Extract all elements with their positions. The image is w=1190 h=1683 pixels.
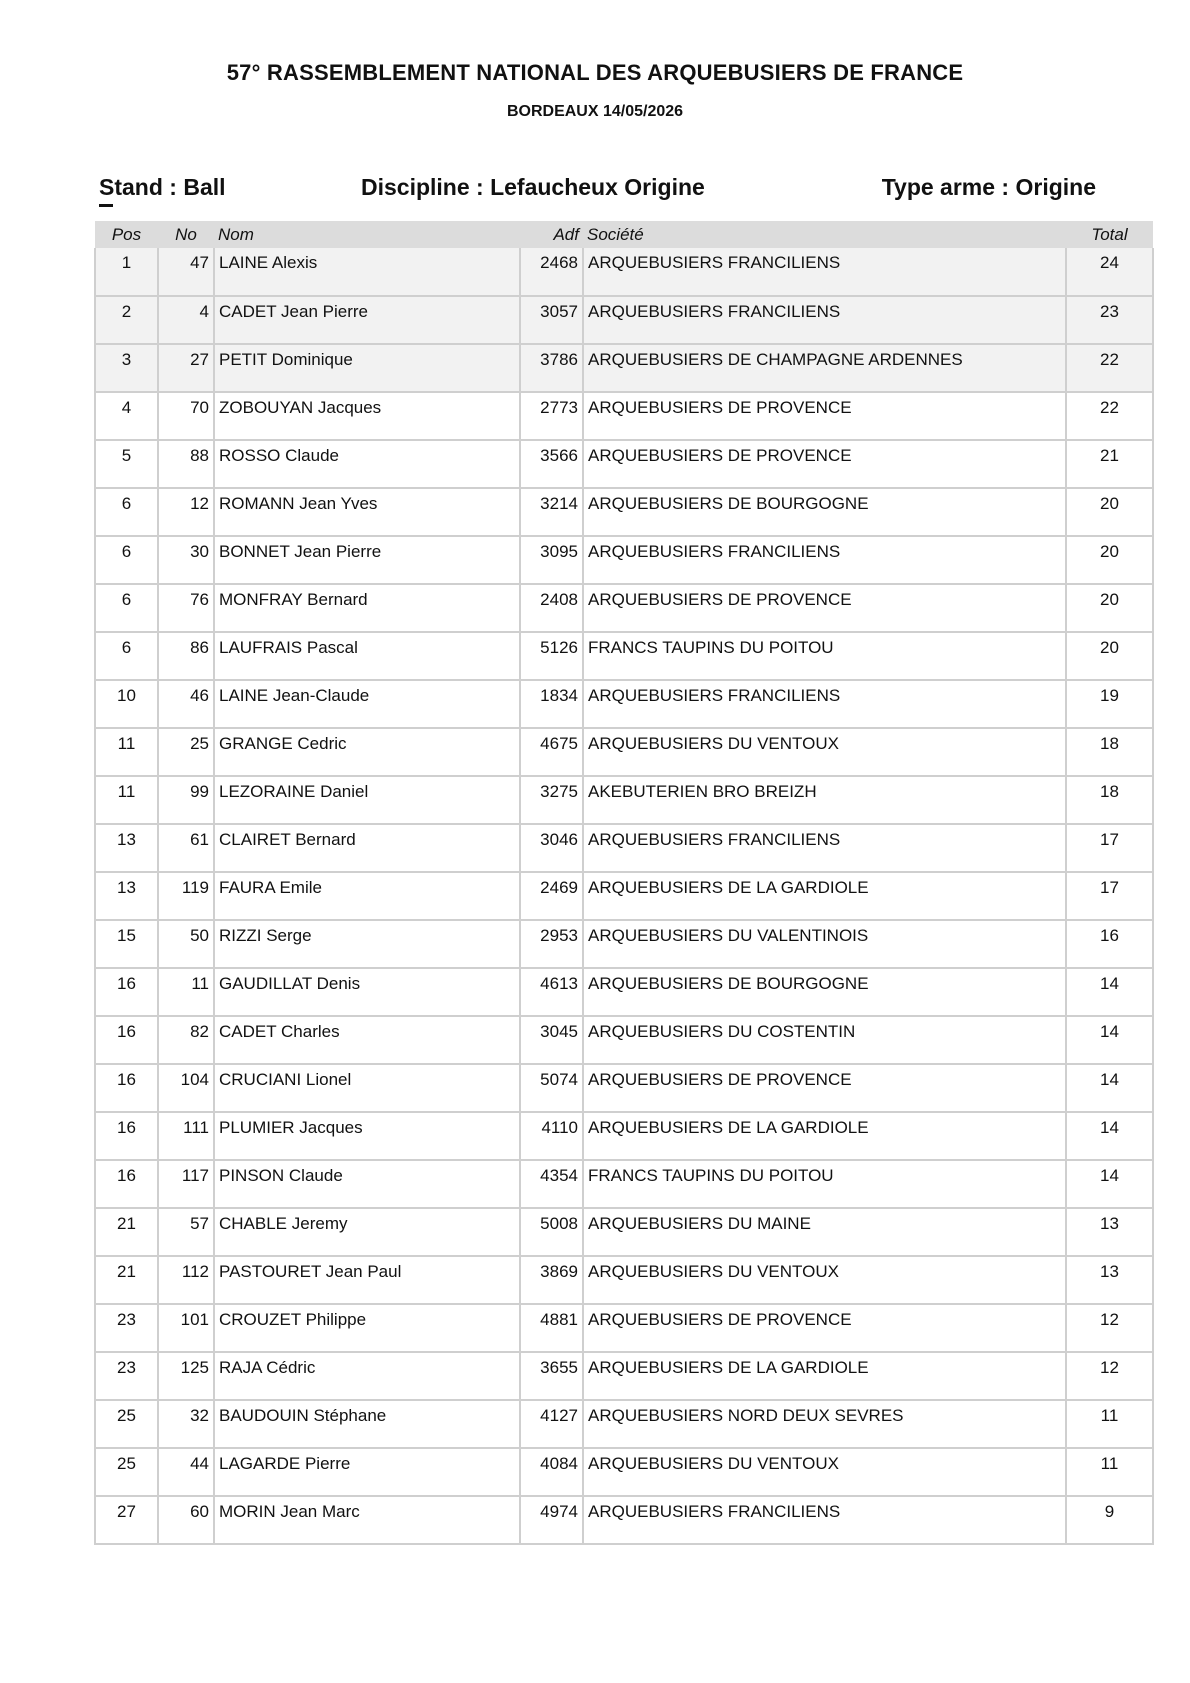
cell-no: 125	[158, 1352, 214, 1400]
table-row	[95, 776, 1153, 824]
cell-total: 13	[1066, 1256, 1153, 1304]
cell-pos: 4	[95, 392, 158, 440]
cell-pos: 16	[95, 1016, 158, 1064]
document-title: 57° RASSEMBLEMENT NATIONAL DES ARQUEBUSIERS DE FRANCE	[226, 60, 964, 85]
cell-nom: PETIT Dominique	[214, 344, 520, 392]
cell-pos: 21	[95, 1256, 158, 1304]
cell-nom: RAJA Cédric	[214, 1352, 520, 1400]
cell-pos: 16	[95, 1160, 158, 1208]
cell-societe: ARQUEBUSIERS DE PROVENCE	[583, 584, 1066, 632]
cell-nom: CHABLE Jeremy	[214, 1208, 520, 1256]
table-row	[95, 296, 1153, 344]
cell-nom: PINSON Claude	[214, 1160, 520, 1208]
cell-pos: 6	[95, 632, 158, 680]
cell-nom: ROSSO Claude	[214, 440, 520, 488]
cell-pos: 16	[95, 968, 158, 1016]
cell-no: 57	[158, 1208, 214, 1256]
cell-nom: RIZZI Serge	[214, 920, 520, 968]
cell-adf: 2953	[520, 920, 583, 968]
cell-adf: 3046	[520, 824, 583, 872]
cell-no: 111	[158, 1112, 214, 1160]
cell-total: 13	[1066, 1208, 1153, 1256]
cell-societe: ARQUEBUSIERS DE LA GARDIOLE	[583, 1112, 1066, 1160]
cell-no: 12	[158, 488, 214, 536]
column-header-total: Total	[1066, 221, 1153, 248]
cell-total: 21	[1066, 440, 1153, 488]
cell-total: 24	[1066, 248, 1153, 296]
table-row	[95, 1208, 1153, 1256]
cell-total: 12	[1066, 1352, 1153, 1400]
cell-total: 22	[1066, 344, 1153, 392]
cell-pos: 16	[95, 1064, 158, 1112]
column-header-nom: Nom	[214, 221, 520, 248]
cell-adf: 3655	[520, 1352, 583, 1400]
cell-adf: 3869	[520, 1256, 583, 1304]
cell-pos: 21	[95, 1208, 158, 1256]
cell-nom: CROUZET Philippe	[214, 1304, 520, 1352]
cell-no: 25	[158, 728, 214, 776]
cell-societe: FRANCS TAUPINS DU POITOU	[583, 632, 1066, 680]
cell-societe: ARQUEBUSIERS NORD DEUX SEVRES	[583, 1400, 1066, 1448]
cell-no: 27	[158, 344, 214, 392]
cell-societe: ARQUEBUSIERS DE PROVENCE	[583, 1304, 1066, 1352]
cell-total: 20	[1066, 584, 1153, 632]
table-body	[95, 248, 1153, 1544]
cell-societe: FRANCS TAUPINS DU POITOU	[583, 1160, 1066, 1208]
cell-total: 9	[1066, 1496, 1153, 1544]
table-row	[95, 1400, 1153, 1448]
cell-nom: ZOBOUYAN Jacques	[214, 392, 520, 440]
table-row	[95, 1448, 1153, 1496]
cell-adf: 4354	[520, 1160, 583, 1208]
table-row	[95, 1352, 1153, 1400]
cell-adf: 2469	[520, 872, 583, 920]
cell-pos: 2	[95, 296, 158, 344]
cell-pos: 13	[95, 872, 158, 920]
cell-no: 119	[158, 872, 214, 920]
cell-adf: 5126	[520, 632, 583, 680]
cell-societe: AKEBUTERIEN BRO BREIZH	[583, 776, 1066, 824]
table-row	[95, 1304, 1153, 1352]
cell-societe: ARQUEBUSIERS FRANCILIENS	[583, 824, 1066, 872]
cell-nom: BONNET Jean Pierre	[214, 536, 520, 584]
cell-pos: 6	[95, 536, 158, 584]
table-row	[95, 440, 1153, 488]
cell-nom: CRUCIANI Lionel	[214, 1064, 520, 1112]
cell-nom: CADET Jean Pierre	[214, 296, 520, 344]
table-row	[95, 536, 1153, 584]
cell-pos: 10	[95, 680, 158, 728]
cell-no: 50	[158, 920, 214, 968]
cell-nom: LAGARDE Pierre	[214, 1448, 520, 1496]
table-row	[95, 680, 1153, 728]
cell-adf: 4084	[520, 1448, 583, 1496]
cell-adf: 3786	[520, 344, 583, 392]
cell-total: 19	[1066, 680, 1153, 728]
stand-label: Stand : Ball	[99, 174, 226, 200]
cell-adf: 1834	[520, 680, 583, 728]
cell-nom: LAUFRAIS Pascal	[214, 632, 520, 680]
table-row	[95, 344, 1153, 392]
cell-no: 86	[158, 632, 214, 680]
cell-societe: ARQUEBUSIERS DU VENTOUX	[583, 1256, 1066, 1304]
table-row	[95, 248, 1153, 296]
cell-total: 20	[1066, 632, 1153, 680]
cell-no: 4	[158, 296, 214, 344]
cell-societe: ARQUEBUSIERS DU VENTOUX	[583, 728, 1066, 776]
cell-nom: PLUMIER Jacques	[214, 1112, 520, 1160]
column-header-societe: Société	[583, 221, 1066, 248]
cell-societe: ARQUEBUSIERS DE PROVENCE	[583, 440, 1066, 488]
cell-nom: ROMANN Jean Yves	[214, 488, 520, 536]
weapon-type-label: Type arme : Origine	[881, 174, 1096, 200]
cell-societe: ARQUEBUSIERS FRANCILIENS	[583, 248, 1066, 296]
cell-adf: 3095	[520, 536, 583, 584]
cell-no: 30	[158, 536, 214, 584]
cell-societe: ARQUEBUSIERS DU COSTENTIN	[583, 1016, 1066, 1064]
cell-total: 11	[1066, 1448, 1153, 1496]
cell-nom: LEZORAINE Daniel	[214, 776, 520, 824]
cell-adf: 2408	[520, 584, 583, 632]
cell-pos: 25	[95, 1400, 158, 1448]
cell-no: 61	[158, 824, 214, 872]
cell-nom: MORIN Jean Marc	[214, 1496, 520, 1544]
cell-no: 88	[158, 440, 214, 488]
cell-total: 22	[1066, 392, 1153, 440]
cell-total: 14	[1066, 1016, 1153, 1064]
table-row	[95, 920, 1153, 968]
table-row	[95, 968, 1153, 1016]
cell-no: 99	[158, 776, 214, 824]
cell-no: 112	[158, 1256, 214, 1304]
cell-adf: 2773	[520, 392, 583, 440]
cell-adf: 2468	[520, 248, 583, 296]
cell-total: 14	[1066, 968, 1153, 1016]
cell-adf: 3057	[520, 296, 583, 344]
table-row	[95, 872, 1153, 920]
cell-pos: 3	[95, 344, 158, 392]
cell-no: 82	[158, 1016, 214, 1064]
cell-total: 11	[1066, 1400, 1153, 1448]
cell-societe: ARQUEBUSIERS DE PROVENCE	[583, 1064, 1066, 1112]
cell-no: 101	[158, 1304, 214, 1352]
table-row	[95, 392, 1153, 440]
cell-societe: ARQUEBUSIERS DE BOURGOGNE	[583, 488, 1066, 536]
cell-pos: 25	[95, 1448, 158, 1496]
column-header-pos: Pos	[95, 221, 158, 248]
table-row	[95, 1256, 1153, 1304]
table-row	[95, 488, 1153, 536]
cell-total: 23	[1066, 296, 1153, 344]
cell-adf: 4675	[520, 728, 583, 776]
cell-nom: MONFRAY Bernard	[214, 584, 520, 632]
cell-societe: ARQUEBUSIERS FRANCILIENS	[583, 680, 1066, 728]
cell-total: 14	[1066, 1064, 1153, 1112]
document-subtitle: BORDEAUX 14/05/2026	[506, 103, 684, 120]
table-row	[95, 1016, 1153, 1064]
cell-nom: LAINE Alexis	[214, 248, 520, 296]
cell-pos: 23	[95, 1352, 158, 1400]
cell-nom: GAUDILLAT Denis	[214, 968, 520, 1016]
cell-adf: 3275	[520, 776, 583, 824]
cell-no: 11	[158, 968, 214, 1016]
cell-total: 18	[1066, 776, 1153, 824]
underline-mark	[99, 204, 113, 207]
cell-pos: 15	[95, 920, 158, 968]
cell-nom: CADET Charles	[214, 1016, 520, 1064]
cell-societe: ARQUEBUSIERS DE LA GARDIOLE	[583, 1352, 1066, 1400]
cell-adf: 3566	[520, 440, 583, 488]
column-header-adf: Adf	[520, 221, 583, 248]
cell-no: 104	[158, 1064, 214, 1112]
cell-pos: 13	[95, 824, 158, 872]
cell-total: 18	[1066, 728, 1153, 776]
cell-societe: ARQUEBUSIERS FRANCILIENS	[583, 1496, 1066, 1544]
cell-total: 14	[1066, 1160, 1153, 1208]
cell-societe: ARQUEBUSIERS DU MAINE	[583, 1208, 1066, 1256]
cell-adf: 3214	[520, 488, 583, 536]
table-row	[95, 728, 1153, 776]
table-row	[95, 1496, 1153, 1544]
cell-pos: 6	[95, 488, 158, 536]
cell-nom: BAUDOUIN Stéphane	[214, 1400, 520, 1448]
cell-total: 14	[1066, 1112, 1153, 1160]
cell-societe: ARQUEBUSIERS FRANCILIENS	[583, 296, 1066, 344]
cell-total: 16	[1066, 920, 1153, 968]
cell-adf: 4881	[520, 1304, 583, 1352]
cell-societe: ARQUEBUSIERS DE BOURGOGNE	[583, 968, 1066, 1016]
cell-societe: ARQUEBUSIERS FRANCILIENS	[583, 536, 1066, 584]
cell-pos: 5	[95, 440, 158, 488]
cell-total: 20	[1066, 536, 1153, 584]
cell-adf: 5074	[520, 1064, 583, 1112]
cell-adf: 4974	[520, 1496, 583, 1544]
cell-nom: GRANGE Cedric	[214, 728, 520, 776]
discipline-label: Discipline : Lefaucheux Origine	[361, 174, 705, 200]
cell-pos: 11	[95, 776, 158, 824]
cell-pos: 16	[95, 1112, 158, 1160]
cell-pos: 27	[95, 1496, 158, 1544]
cell-adf: 4613	[520, 968, 583, 1016]
cell-total: 20	[1066, 488, 1153, 536]
cell-adf: 4127	[520, 1400, 583, 1448]
cell-no: 44	[158, 1448, 214, 1496]
table-row	[95, 1160, 1153, 1208]
cell-nom: LAINE Jean-Claude	[214, 680, 520, 728]
column-header-no: No	[158, 221, 214, 248]
cell-no: 32	[158, 1400, 214, 1448]
cell-no: 117	[158, 1160, 214, 1208]
cell-no: 47	[158, 248, 214, 296]
cell-pos: 1	[95, 248, 158, 296]
cell-adf: 5008	[520, 1208, 583, 1256]
cell-adf: 4110	[520, 1112, 583, 1160]
table-row	[95, 1112, 1153, 1160]
cell-no: 76	[158, 584, 214, 632]
cell-pos: 6	[95, 584, 158, 632]
cell-adf: 3045	[520, 1016, 583, 1064]
cell-societe: ARQUEBUSIERS DE CHAMPAGNE ARDENNES	[583, 344, 1066, 392]
table-row	[95, 584, 1153, 632]
table-row	[95, 1064, 1153, 1112]
cell-societe: ARQUEBUSIERS DE LA GARDIOLE	[583, 872, 1066, 920]
cell-societe: ARQUEBUSIERS DU VENTOUX	[583, 1448, 1066, 1496]
cell-no: 60	[158, 1496, 214, 1544]
table-row	[95, 824, 1153, 872]
cell-total: 12	[1066, 1304, 1153, 1352]
cell-no: 46	[158, 680, 214, 728]
cell-societe: ARQUEBUSIERS DE PROVENCE	[583, 392, 1066, 440]
cell-total: 17	[1066, 824, 1153, 872]
cell-societe: ARQUEBUSIERS DU VALENTINOIS	[583, 920, 1066, 968]
results-table	[94, 221, 1154, 1545]
cell-pos: 23	[95, 1304, 158, 1352]
cell-nom: FAURA Emile	[214, 872, 520, 920]
table-header-row	[95, 221, 1153, 248]
cell-total: 17	[1066, 872, 1153, 920]
table-row	[95, 632, 1153, 680]
cell-nom: PASTOURET Jean Paul	[214, 1256, 520, 1304]
cell-no: 70	[158, 392, 214, 440]
cell-nom: CLAIRET Bernard	[214, 824, 520, 872]
cell-pos: 11	[95, 728, 158, 776]
